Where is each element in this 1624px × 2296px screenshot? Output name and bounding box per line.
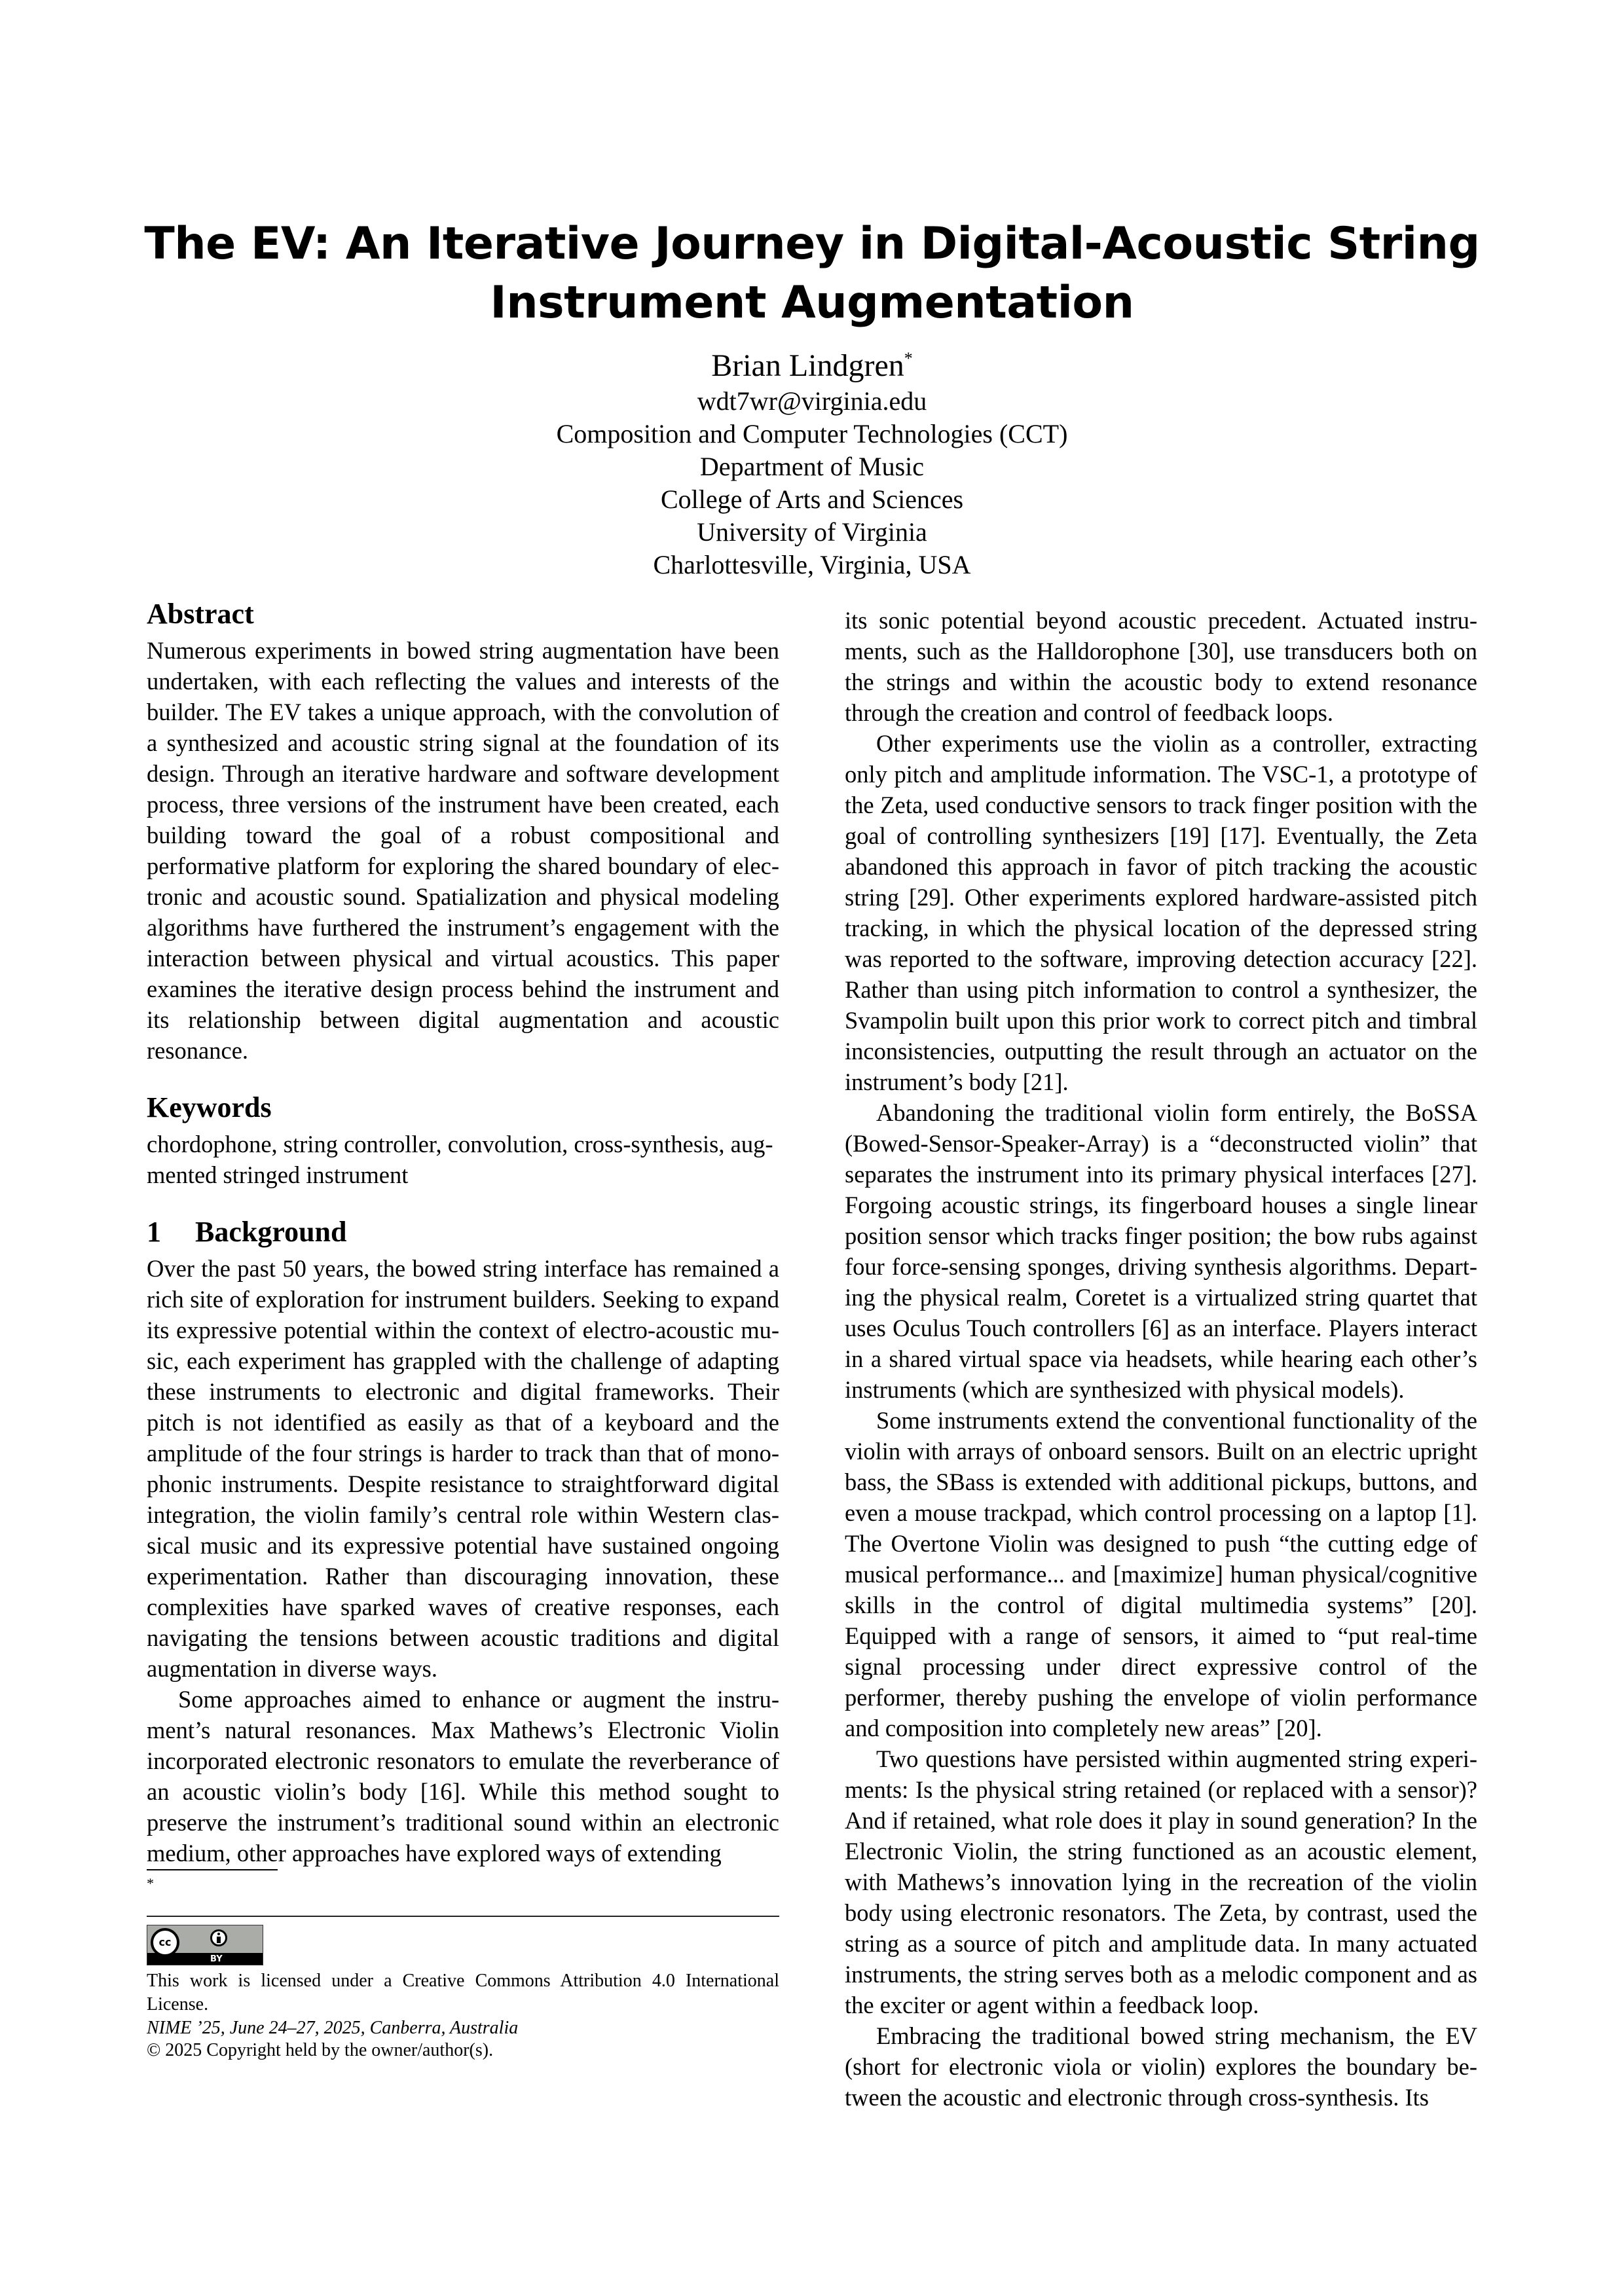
paper-title [0,215,1624,333]
body-paragraph: Two questions have persisted within augmented string experiments: Is the physical string retained (or replaced with a sensor)? And if retained, what role does it play in sound generation? In the Electronic Violin, the string functioned as an acoustic element, with Mathews’s innovation lying in the recreation of the violin body using electronic resonators. The Zeta, by contrast, used the string as a source of pitch and amplitude data. In many actuated instruments, the string serves both as a melodic component and as the exciter or agent within a feedback loop. [845,1745,1477,2018]
left-column [147,596,779,1868]
affiliation-line: College of Arts and Sciences [660,484,964,514]
keywords-heading: Keywords [147,1091,272,1123]
body-paragraph: Some approaches aimed to enhance or augment the instrument’s natural resonances. Max Mathews’s Electronic Violin incorporated electronic resonators to emulate the reverberance of an acoustic violin’s body [16]. While this method sought to preserve the instrument’s traditional sound within an electronic medium, other approaches have explored ways of extending [147,1686,779,1867]
affiliation-line: University of Virginia [697,517,927,547]
author-footnote-mark: * [904,349,913,368]
section-heading-background [147,1214,779,1250]
body-paragraph: Abandoning the traditional violin form entirely, the BoSSA (Bowed-Sensor-Speaker-Array) is a “deconstructed violin” that separates the instrument into its primary physical interfaces [27]. Forgoing acoustic strings, its fingerboard houses a single linear position sensor which tracks finger position; the bow rubs against four force-sensing sponges, driving synthesis algorithms. Departing the physical realm, Coretet is a virtualized string quartet that uses Oculus Touch controllers [6] as an interface. Players interact in a shared virtual space via headsets, while hearing each other’s instruments (which are synthesized with physical models). [845,1099,1477,1403]
abstract-heading: Abstract [147,598,254,630]
cc-icon: cc [151,1928,179,1957]
right-column [845,605,1477,2113]
affiliation-line: Department of Music [699,452,925,481]
attribution-person-icon [210,1929,227,1946]
keywords-text: chordophone, string controller, convolution, cross-synthesis, augmented stringed instrument [147,1131,773,1188]
affiliation-line: Charlottesville, Virginia, USA [653,550,971,579]
license-text: This work is licensed under a Creative Commons Attribution 4.0 International License. [147,1971,779,2014]
title-line-2: Instrument Augmentation [490,277,1134,329]
author-email[interactable]: wdt7wr@virginia.edu [697,386,927,416]
author-block [0,347,1624,581]
title-line-1: The EV: An Iterative Journey in Digital-Acoustic String [144,218,1480,270]
body-paragraph: Over the past 50 years, the bowed string interface has remained a rich site of exploration for instrument builders. Seeking to expand its expressive potential within the context of electro-acoustic music, each experiment has grappled with the challenge of adapting these instruments to electronic and digital frameworks. Their pitch is not identified as easily as that of a keyboard and the amplitude of the four strings is harder to track than that of monophonic instruments. Despite resistance to straightforward digital integration, the violin family’s central role within Western classical music and its expressive potential have sustained ongoing experimentation. Rather than discouraging innovation, these complexities have sparked waves of creative responses, each navigating the tensions between acoustic traditions and digital augmentation in diverse ways. [147,1255,779,1682]
affiliation-line: Composition and Computer Technologies (CCT) [556,419,1068,448]
body-paragraph: Embracing the traditional bowed string mechanism, the EV (short for electronic viola or violin) explores the boundary between the acoustic and electronic through cross-synthesis. Its [845,2022,1477,2111]
cc-by-badge[interactable] [147,1925,263,1965]
section-title: Background [195,1216,347,1248]
abstract-text: Numerous experiments in bowed string augmentation have been undertaken, with each reflecting the values and interests of the builder. The EV takes a unique approach, with the convolution of a synthesized and acoustic string signal at the foundation of its design. Through an iterative hardware and software development process, three versions of the instrument have been created, each building toward the goal of a robust compositional and performative platform for exploring the shared boundary of electronic and acoustic sound. Spatialization and physical modeling algorithms have furthered the instrument’s engagement with the interaction between physical and virtual acoustics. This paper examines the iterative design process behind the instrument and its relationship between digital augmentation and acoustic resonance. [147,637,779,1064]
footnote-mark: * [147,1875,154,1891]
license-divider [147,1916,779,1917]
conference-venue: NIME ’25, June 24–27, 2025, Canberra, Australia [147,2018,519,2038]
footnote-rule [147,1869,278,1870]
body-paragraph: Other experiments use the violin as a controller, extracting only pitch and amplitude information. The VSC-1, a prototype of the Zeta, used conductive sensors to track finger position with the goal of controlling synthesizers [19] [17]. Eventually, the Zeta abandoned this approach in favor of pitch tracking the acoustic string [29]. Other experiments explored hardware-assisted pitch tracking, in which the physical location of the depressed string was reported to the software, improving detection accuracy [22]. Rather than using pitch information to control a synthesizer, the Svampolin built upon this prior work to correct pitch and timbral inconsistencies, outputting the result through an actuator on the instrument’s body [21]. [845,730,1477,1095]
author-name: Brian Lindgren [711,348,904,383]
author-name-line [0,347,1624,385]
cc-by-label: BY [210,1954,223,1964]
body-paragraph: Some instruments extend the conventional functionality of the violin with arrays of onboard sensors. Built on an electric upright bass, the SBass is extended with additional pickups, buttons, and even a mouse trackpad, which control processing on a laptop [1]. The Overtone Violin was designed to push “the cutting edge of musical performance... and [maximize] human physical/cognitive skills in the control of digital multimedia systems” [20]. Equipped with a range of sensors, it aimed to “put real-time signal processing under direct expressive control of the performer, thereby pushing the envelope of violin performance and composition into completely new areas” [20]. [845,1407,1477,1741]
body-paragraph: its sonic potential beyond acoustic precedent. Actuated instruments, such as the Halldorophone [30], use transducers both on the strings and within the acoustic body to extend resonance through the creation and control of feedback loops. [845,607,1477,726]
copyright-notice: © 2025 Copyright held by the owner/author(s). [147,2040,494,2060]
section-number: 1 [147,1216,161,1248]
